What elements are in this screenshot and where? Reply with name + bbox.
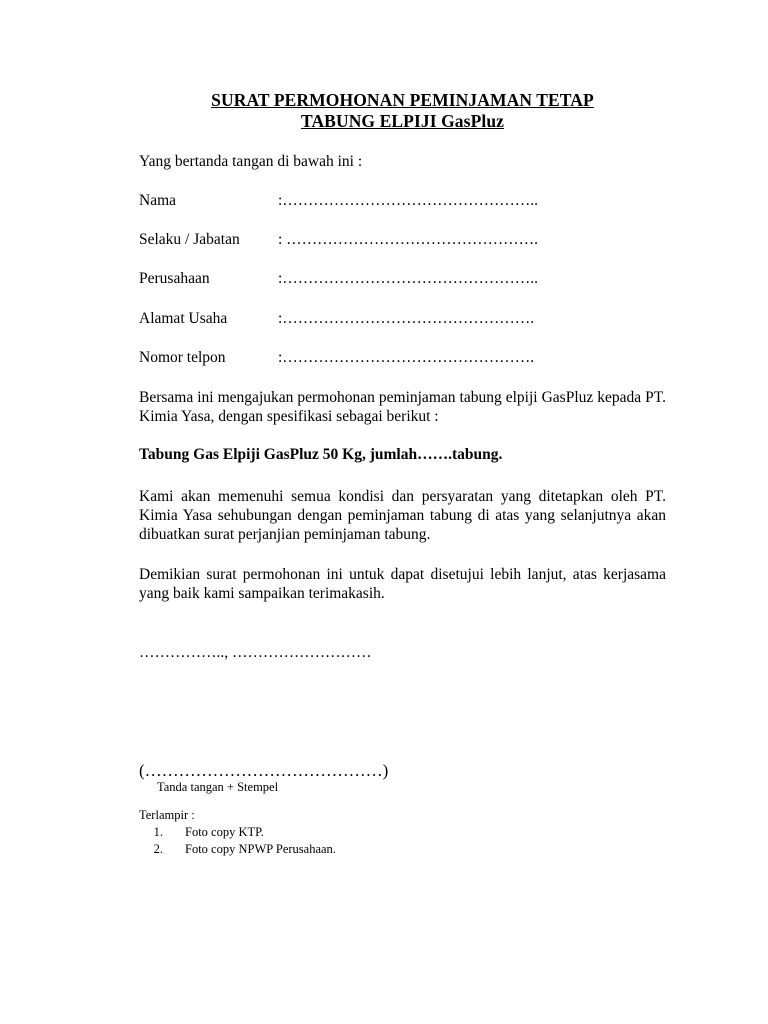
- attachments-heading: Terlampir :: [139, 808, 195, 822]
- request-paragraph: Bersama ini mengajukan permohonan peminjaman tabung elpiji GasPluz kepada PT. Kimia Yasa, dengan spesifikasi sebagai berikut :: [139, 389, 666, 425]
- spec-line: Tabung Gas Elpiji GasPluz 50 Kg, jumlah…….tabung.: [139, 446, 503, 463]
- closing-paragraph: Demikian surat permohonan ini untuk dapat disetujui lebih lanjut, atas kerjasama yang baik kami sampaikan terimakasih.: [139, 566, 666, 602]
- field-value-perusahaan: :…………………………………………..: [278, 270, 539, 287]
- field-value-jabatan: : ………………………………………….: [278, 231, 539, 248]
- list-item-number: 2.: [153, 842, 163, 856]
- signature-caption: Tanda tangan + Stempel: [157, 780, 279, 794]
- field-value-telpon: :………………………………………….: [278, 349, 535, 366]
- field-label-perusahaan: Perusahaan: [139, 270, 210, 287]
- field-label-jabatan: Selaku / Jabatan: [139, 231, 240, 248]
- conditions-paragraph: Kami akan memenuhi semua kondisi dan persyaratan yang ditetapkan oleh PT. Kimia Yasa sehubungan dengan peminjaman tabung di atas yang selanjutnya akan dibuatkan surat perjanjian peminjaman tabung.: [139, 488, 666, 543]
- field-label-telpon: Nomor telpon: [139, 349, 226, 366]
- intro-text: Yang bertanda tangan di bawah ini :: [139, 153, 363, 170]
- field-value-nama: :…………………………………………..: [278, 192, 539, 209]
- list-item-text: Foto copy KTP.: [185, 825, 264, 839]
- field-label-nama: Nama: [139, 192, 177, 209]
- signature-line: (……………………………………): [139, 761, 389, 780]
- list-item: [139, 842, 336, 859]
- field-value-alamat: :………………………………………….: [278, 310, 535, 327]
- list-item: [139, 825, 336, 842]
- list-item-text: Foto copy NPWP Perusahaan.: [185, 842, 336, 856]
- field-label-alamat: Alamat Usaha: [139, 310, 228, 327]
- place-date-line: …………….., ………………………: [139, 644, 372, 661]
- letter-title-line-2: TABUNG ELPIJI GasPluz: [300, 111, 505, 131]
- list-item-number: 1.: [153, 825, 163, 839]
- letter-title-line-1: SURAT PERMOHONAN PEMINJAMAN TETAP: [211, 90, 594, 110]
- attachments-list: [139, 825, 336, 859]
